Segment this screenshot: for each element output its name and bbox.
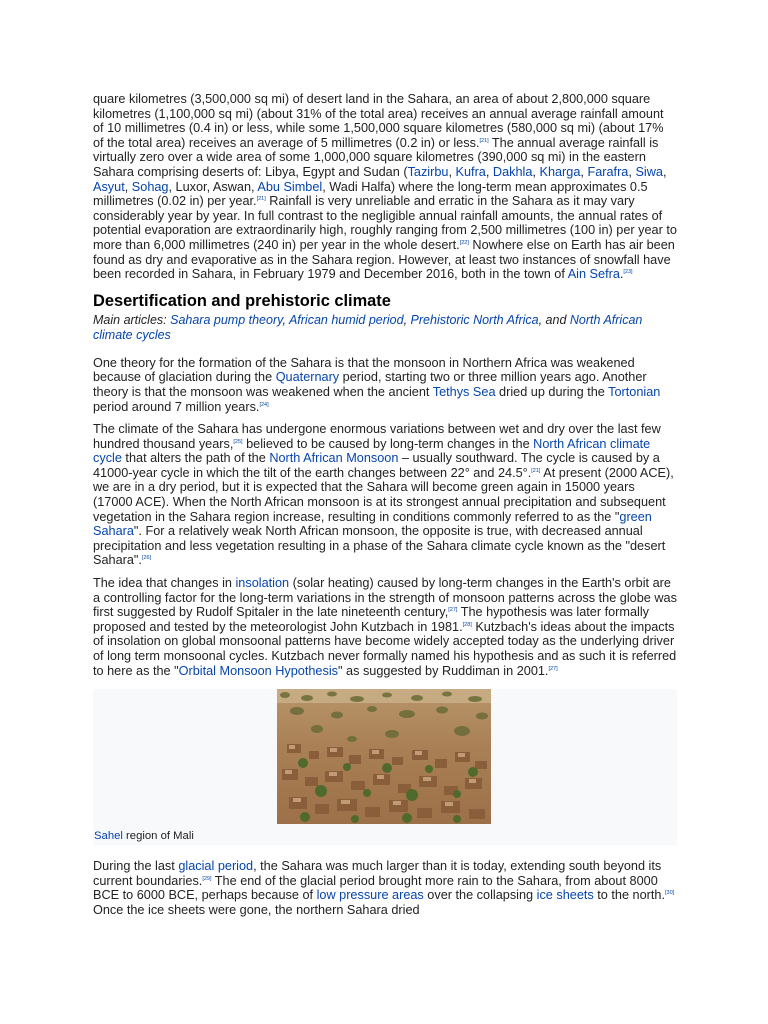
text: During the last <box>93 859 179 874</box>
link-insolation[interactable]: insolation <box>235 576 290 591</box>
link-tethys-sea[interactable]: Tethys Sea <box>432 384 496 399</box>
text: , <box>282 312 289 327</box>
citation-30[interactable]: [30] <box>665 890 675 897</box>
sahel-village-photo[interactable] <box>277 689 491 824</box>
link-north-african-climate-cycles[interactable]: North African climate cycles <box>93 312 643 342</box>
text: period around 7 million years. <box>93 399 260 414</box>
link-sahel[interactable]: Sahel <box>94 830 123 843</box>
text: quare kilometres (3,500,000 sq mi) of desert land in the Sahara, an area of about 2,800,000 square kilometres (1,100,000 sq mi) (about 31% of the total area) receives an annual average rainfall amount of 10 millimetres (0.4 in) or less, while some 1,500,000 square kilometres (580,000 sq mi) (about 17% of the total area) receives an average of 5 millimetres (0.2 in) or less. <box>93 92 664 150</box>
text: , and <box>538 312 570 327</box>
text: that alters the path of the <box>121 451 270 466</box>
citation-24[interactable]: [24] <box>259 401 269 408</box>
text: The annual average rainfall is virtually zero over a wide area of some 1,000,000 square kilometres (390,000 sq mi) in the eastern Sahara comprising deserts of: Libya, Egypt and Sudan ( <box>93 135 659 179</box>
main-articles-hatnote <box>93 313 677 343</box>
link-orbital-monsoon-hypothesis[interactable]: Orbital Monsoon Hypothesis <box>178 663 338 678</box>
link-green-sahara[interactable]: green Sahara <box>93 509 652 539</box>
text: . <box>619 267 624 282</box>
paragraph-climate-cycle <box>93 422 677 568</box>
link-quaternary[interactable]: Quaternary <box>275 370 340 385</box>
text: ". For a relatively weak North African monsoon, the opposite is true, with decreased annual precipitation and less vegetation resulting in a phase of the Sahara climate cycle known as the "desert Sahara". <box>93 524 666 568</box>
text: Rainfall is very unreliable and erratic in the Sahara as it may vary considerably year by year. In full contrast to the negligible annual rainfall amounts, the annual rates of potential evaporation are extraordinarily high, roughly ranging from 2,500 millimetres (100 in) per year to more than 6,000 millimetres (240 in) per year in the whole desert. <box>93 194 677 252</box>
citation-28[interactable]: [28] <box>462 621 472 628</box>
text: dried up during the <box>495 384 609 399</box>
link-sahara-pump-theory[interactable]: Sahara pump theory <box>170 312 283 327</box>
citation-25[interactable]: [25] <box>233 438 243 445</box>
text: The hypothesis was later formally proposed and tested by the meteorologist John Kutzbach in 1981. <box>93 605 649 634</box>
link-ain-sefra[interactable]: Ain Sefra <box>567 267 620 282</box>
text: Main articles: <box>93 312 171 327</box>
text: , Luxor, Aswan, <box>168 179 258 194</box>
text: Once the ice sheets were gone, the northern Sahara dried <box>93 902 420 917</box>
text: , <box>124 179 132 194</box>
citation-22[interactable]: [22] <box>459 239 469 246</box>
text: , <box>448 164 456 179</box>
citation-23[interactable]: [23] <box>623 268 633 275</box>
link-farafra[interactable]: Farafra <box>587 164 629 179</box>
text: The idea that changes in <box>93 576 236 591</box>
citation-26[interactable]: [26] <box>141 555 152 562</box>
link-african-humid-period[interactable]: African humid period <box>288 312 404 327</box>
text: , <box>580 164 588 179</box>
link-low-pressure-areas[interactable]: low pressure areas <box>316 888 424 903</box>
text: , <box>662 164 667 179</box>
link-glacial-period[interactable]: glacial period <box>178 859 254 874</box>
link-asyut[interactable]: Asyut <box>93 179 125 194</box>
caption-text: region of Mali <box>122 830 194 843</box>
text: believed to be caused by long-term changes in the <box>242 436 534 451</box>
paragraph-glacial <box>93 859 677 917</box>
paragraph-theory <box>93 356 677 414</box>
link-tortonian[interactable]: Tortonian <box>608 384 661 399</box>
text: " as suggested by Ruddiman in 2001. <box>338 663 549 678</box>
article-content <box>93 92 677 926</box>
paragraph-rainfall <box>93 92 677 282</box>
text: One theory for the formation of the Sahara is that the monsoon in Northern Africa was weakened because of glaciation during the <box>93 355 635 385</box>
link-tazirbu[interactable]: Tazirbu <box>407 164 449 179</box>
text: Kutzbach's ideas about the impacts of insolation on global monsoonal patterns have become widely accepted today as the underlying driver of long term monsoonal cycles. Kutzbach never formally named his hypothesis and as such it is referred to here as the " <box>93 619 677 678</box>
citation-21[interactable]: [21] <box>256 195 266 202</box>
text: , <box>532 164 540 179</box>
link-ice-sheets[interactable]: ice sheets <box>536 888 594 903</box>
text: – usually southward. The cycle is caused by a 41000-year cycle in which the tilt of the earth changes between 22° and 24.5°. <box>93 451 660 480</box>
text: (solar heating) caused by long-term changes in the Earth's orbit are a controlling factor for the long-term variations in the strength of monsoon patterns across the globe was first suggested by Rudolf Spitaler in the late nineteenth century, <box>93 576 677 620</box>
link-abu-simbel[interactable]: Abu Simbel <box>257 179 323 194</box>
text: over the collapsing <box>423 888 537 903</box>
text: , <box>485 164 493 179</box>
citation-21[interactable]: [21] <box>531 467 541 474</box>
text: , the Sahara was much larger than it is today, extending south beyond its current boundaries. <box>93 859 662 888</box>
citation-27[interactable]: [27] <box>548 665 558 672</box>
section-heading: Desertification and prehistoric climate <box>93 291 391 310</box>
text: The climate of the Sahara has undergone enormous variations between wet and dry over the last few hundred thousand years, <box>93 422 661 451</box>
text: At present (2000 ACE), we are in a dry period, but it is expected that the Sahara will become green again in 15000 years (17000 ACE). When the North African monsoon is at its strongest annual precipitation and subsequent vegetation in the Sahara region increase, resulting in conditions commonly referred to as the " <box>93 465 674 524</box>
citation-27[interactable]: [27] <box>448 606 458 613</box>
citation-21[interactable]: [21] <box>479 137 489 144</box>
text: , <box>628 164 636 179</box>
text: The end of the glacial period brought more rain to the Sahara, from about 8000 BCE to 6000 BCE, perhaps because of <box>93 873 658 903</box>
link-prehistoric-north-africa[interactable]: Prehistoric North Africa <box>410 312 539 327</box>
link-north-african-monsoon[interactable]: North African Monsoon <box>269 451 399 466</box>
link-siwa[interactable]: Siwa <box>635 164 663 179</box>
link-sohag[interactable]: Sohag <box>131 179 169 194</box>
citation-29[interactable]: [29] <box>202 875 212 882</box>
text: to the north. <box>593 888 665 903</box>
link-kufra[interactable]: Kufra <box>455 164 486 179</box>
link-north-african-climate-cycle[interactable]: North African climate cycle <box>93 436 651 466</box>
link-kharga[interactable]: Kharga <box>539 164 581 179</box>
figure-sahel <box>93 689 677 845</box>
text: period, starting two or three million years ago. Another theory is that the monsoon was weakened when the ancient <box>93 370 647 399</box>
link-dakhla[interactable]: Dakhla <box>492 164 533 179</box>
text: , Wadi Halfa) where the long-term mean approximates 0.5 millimetres (0.02 in) per year. <box>93 179 648 209</box>
figure-caption <box>94 829 194 843</box>
text: Nowhere else on Earth has air been found as dry and evaporative as in the Sahara region. However, at least two instances of snowfall have been recorded in Sahara, in February 1979 and December 2016, both in the town of <box>93 237 675 282</box>
paragraph-insolation <box>93 576 677 678</box>
text: , <box>403 312 411 327</box>
